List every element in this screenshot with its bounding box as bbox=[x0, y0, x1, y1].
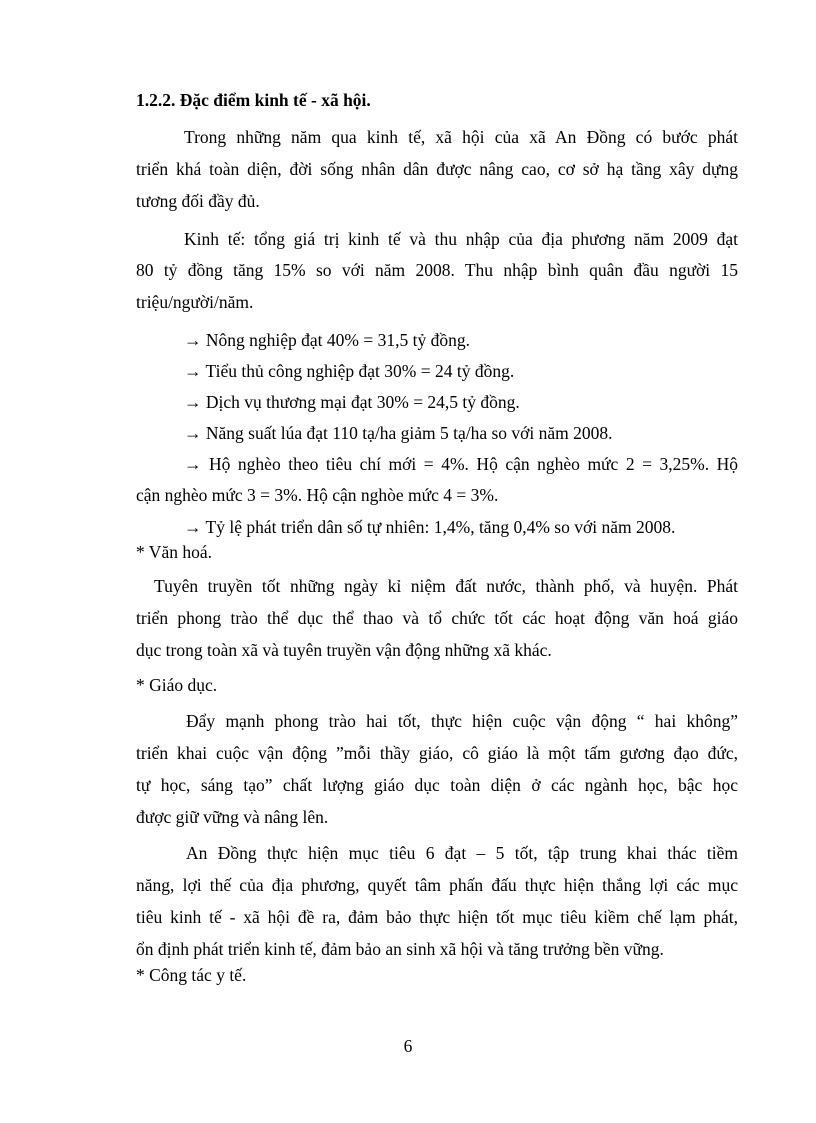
culture-line-2: triển phong trào thể dục thể thao và tổ chức tốt các hoạt động văn hoá giáo bbox=[136, 608, 738, 628]
economy-bullet-agriculture: → Nông nghiệp đạt 40% = 31,5 tỷ đồng. bbox=[184, 330, 470, 350]
economy-line-1: Kinh tế: tổng giá trị kinh tế và thu nhập của địa phương năm 2009 đạt bbox=[184, 229, 738, 249]
culture-line-1: Tuyên truyền tốt những ngày kỉ niệm đất nước, thành phố, và huyện. Phát bbox=[154, 576, 738, 596]
culture-line-3: dục trong toàn xã và tuyên truyền vận động những xã khác. bbox=[136, 640, 552, 660]
goals-line-1: An Đồng thực hiện mục tiêu 6 đạt – 5 tốt, tập trung khai thác tiềm bbox=[186, 843, 738, 863]
economy-bullet-poverty-cont: cận nghèo mức 3 = 3%. Hộ cận nghòe mức 4 = 3%. bbox=[136, 485, 499, 505]
goals-line-2: năng, lợi thế của địa phương, quyết tâm phấn đấu thực hiện thắng lợi các mục bbox=[136, 875, 738, 895]
economy-bullet-rice-yield: → Năng suất lúa đạt 110 tạ/ha giảm 5 tạ/ha so với năm 2008. bbox=[184, 423, 613, 443]
health-title: * Công tác y tế. bbox=[136, 965, 247, 985]
economy-bullet-services: → Dịch vụ thương mại đạt 30% = 24,5 tỷ đồng. bbox=[184, 392, 520, 412]
intro-line-2: triển khá toàn diện, đời sống nhân dân được nâng cao, cơ sở hạ tầng xây dựng bbox=[136, 159, 738, 179]
culture-title: * Văn hoá. bbox=[136, 542, 212, 562]
economy-line-3: triệu/người/năm. bbox=[136, 292, 254, 312]
goals-line-3: tiêu kinh tế - xã hội đề ra, đảm bảo thực hiện tốt mục tiêu kiềm chế lạm phát, bbox=[136, 907, 738, 927]
page-number: 6 bbox=[403, 1036, 413, 1056]
economy-bullet-poverty: → Hộ nghèo theo tiêu chí mới = 4%. Hộ cận nghèo mức 2 = 3,25%. Hộ bbox=[184, 454, 738, 474]
section-heading: 1.2.2. Đặc điểm kinh tế - xã hội. bbox=[136, 90, 371, 110]
education-line-2: triển khai cuộc vận động ”mỗi thầy giáo, cô giáo là một tấm gương đạo đức, bbox=[136, 743, 738, 763]
economy-bullet-handicraft: → Tiểu thủ công nghiệp đạt 30% = 24 tỷ đồng. bbox=[184, 361, 515, 381]
intro-line-3: tương đối đầy đủ. bbox=[136, 191, 260, 211]
intro-line-1: Trong những năm qua kinh tế, xã hội của xã An Đồng có bước phát bbox=[184, 127, 738, 147]
goals-line-4: ổn định phát triển kinh tế, đảm bảo an sinh xã hội và tăng trưởng bền vững. bbox=[136, 939, 664, 959]
economy-line-2: 80 tỷ đồng tăng 15% so với năm 2008. Thu nhập bình quân đầu người 15 bbox=[136, 260, 738, 280]
education-title: * Giáo dục. bbox=[136, 675, 218, 695]
education-line-1: Đẩy mạnh phong trào hai tốt, thực hiện cuộc vận động “ hai không” bbox=[186, 711, 738, 731]
economy-bullet-population: → Tỷ lệ phát triển dân số tự nhiên: 1,4%, tăng 0,4% so với năm 2008. bbox=[184, 517, 676, 537]
education-line-3: tự học, sáng tạo” chất lượng giáo dục toàn diện ở các ngành học, bậc học bbox=[136, 775, 738, 795]
education-line-4: được giữ vững và nâng lên. bbox=[136, 807, 329, 827]
